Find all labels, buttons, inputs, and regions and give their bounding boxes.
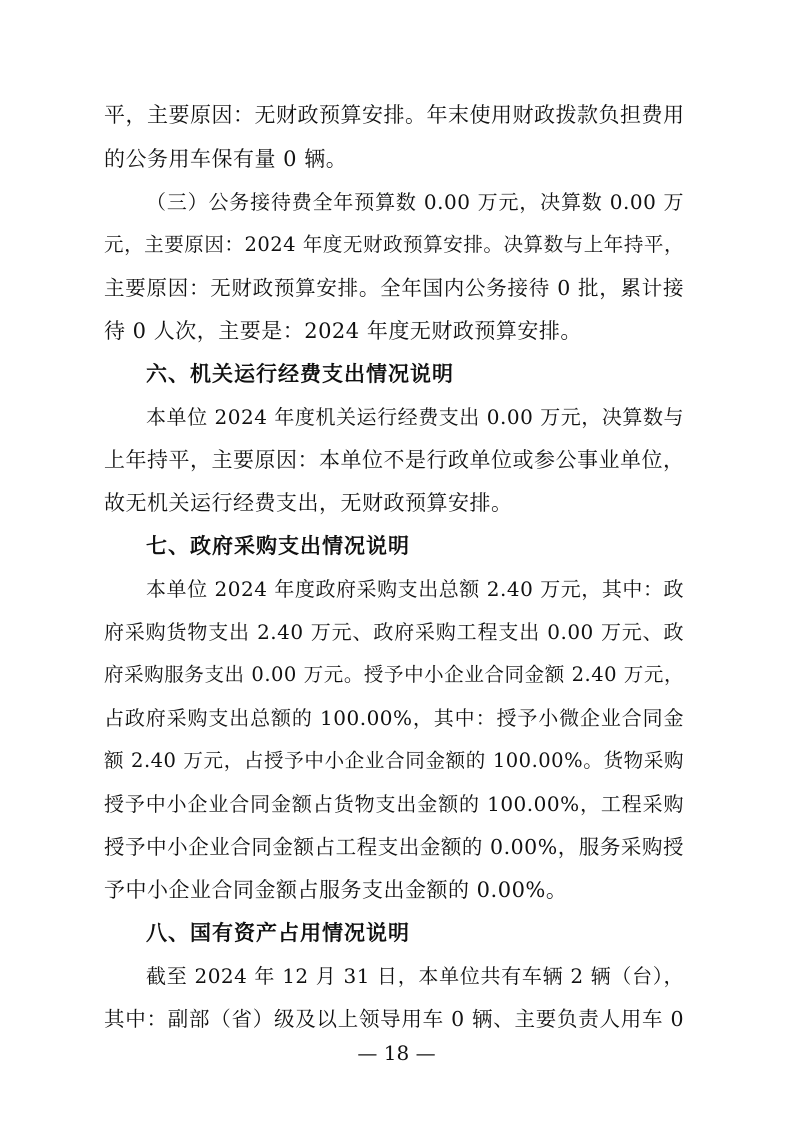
paragraph-line: 其中：副部（省）级及以上领导用车 0 辆、主要负责人用车 0	[104, 1007, 684, 1031]
paragraph-line: 平，主要原因：无财政预算安排。年末使用财政拨款负担费用	[104, 103, 684, 127]
paragraph-line: 授予中小企业合同金额占货物支出金额的 100.00%，工程采购	[104, 792, 684, 816]
paragraph-line: 占政府采购支出总额的 100.00%，其中：授予小微企业合同金	[104, 706, 684, 730]
paragraph-line: 本单位 2024 年度政府采购支出总额 2.40 万元，其中：政	[146, 577, 684, 601]
paragraph-line: 主要原因：无财政预算安排。全年国内公务接待 0 批，累计接	[104, 276, 684, 300]
paragraph-line: 的公务用车保有量 0 辆。	[104, 147, 348, 171]
paragraph-line: 截至 2024 年 12 月 31 日，本单位共有车辆 2 辆（台），	[146, 964, 684, 988]
paragraph-line: 予中小企业合同金额占服务支出金额的 0.00%。	[104, 878, 568, 902]
page-number: — 18 —	[357, 1041, 436, 1065]
paragraph-line: （三）公务接待费全年预算数 0.00 万元，决算数 0.00 万	[146, 190, 684, 214]
section-heading: 八、国有资产占用情况说明	[146, 921, 410, 945]
section-heading: 六、机关运行经费支出情况说明	[146, 362, 454, 386]
paragraph-line: 故无机关运行经费支出，无财政预算安排。	[104, 491, 513, 515]
section-heading: 七、政府采购支出情况说明	[146, 534, 410, 558]
paragraph-line: 本单位 2024 年度机关运行经费支出 0.00 万元，决算数与	[146, 405, 684, 429]
paragraph-line: 府采购服务支出 0.00 万元。授予中小企业合同金额 2.40 万元，	[104, 663, 684, 686]
paragraph-line: 待 0 人次，主要是：2024 年度无财政预算安排。	[104, 319, 582, 343]
paragraph-line: 上年持平，主要原因：本单位不是行政单位或参公事业单位，	[104, 448, 684, 472]
paragraph-line: 元，主要原因：2024 年度无财政预算安排。决算数与上年持平，	[104, 233, 684, 256]
paragraph-line: 授予中小企业合同金额占工程支出金额的 0.00%，服务采购授	[104, 835, 684, 859]
paragraph-line: 府采购货物支出 2.40 万元、政府采购工程支出 0.00 万元、政	[104, 620, 684, 644]
paragraph-line: 额 2.40 万元，占授予中小企业合同金额的 100.00%。货物采购	[104, 749, 684, 772]
